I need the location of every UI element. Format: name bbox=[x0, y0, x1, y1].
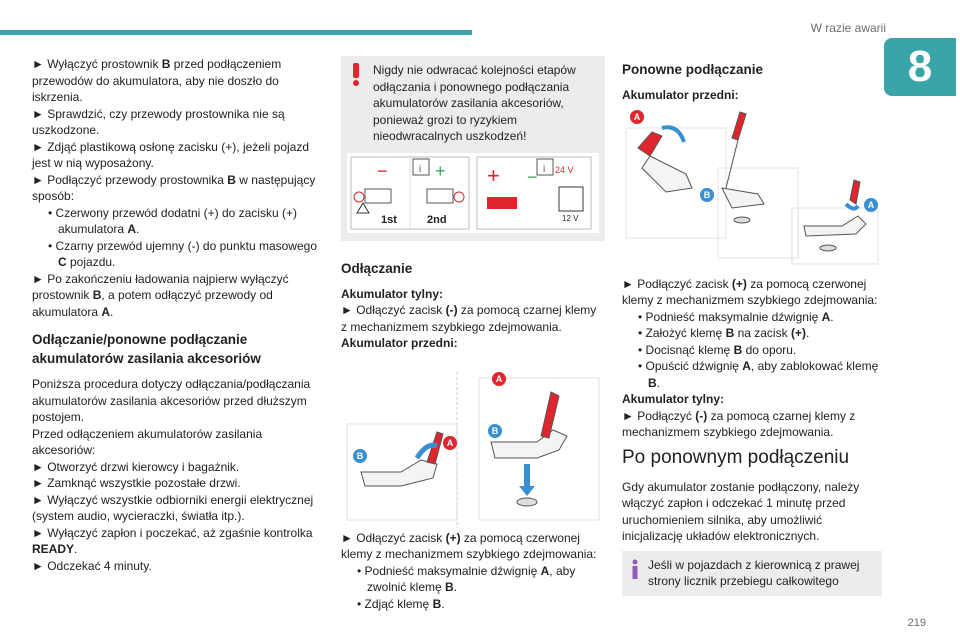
sub-step: • Zdjąć klemę B. bbox=[357, 596, 445, 611]
info-text: Jeśli w pojazdach z kierownicą z prawej strony licznik przebiegu całkowitego bbox=[648, 557, 860, 588]
sub-step: • Czerwony przewód dodatni (+) do zacisku (+) akumulatora A. bbox=[48, 205, 297, 236]
page-number: 219 bbox=[907, 617, 926, 629]
battery-order-illustration bbox=[347, 153, 595, 233]
sub-step: • Opuścić dźwignię A, aby zablokować klemę B. bbox=[638, 359, 879, 390]
label-b: B bbox=[488, 424, 502, 438]
warning-box bbox=[341, 56, 605, 241]
svg-text:12 V: 12 V bbox=[562, 213, 579, 223]
step-text: ► Odczekać 4 minuty. bbox=[32, 558, 152, 573]
section-title: Odłączanie/ponowne podłączanie akumulatorów zasilania akcesoriów bbox=[32, 332, 261, 366]
label-b: B bbox=[353, 449, 367, 463]
step-text: ► Otworzyć drzwi kierowcy i bagażnik. bbox=[32, 459, 240, 474]
header-bar bbox=[0, 30, 472, 35]
step-text: ► Zdjąć plastikową osłonę zacisku (+), jeżeli pojazd jest w nią wyposażony. bbox=[32, 139, 310, 170]
clamp-illustration bbox=[622, 108, 882, 266]
svg-text:2nd: 2nd bbox=[427, 213, 447, 226]
column-middle bbox=[341, 56, 605, 612]
sub-step: • Podnieść maksymalnie dźwignię A, aby zwolnić klemę B. bbox=[357, 563, 576, 594]
exclamation-icon bbox=[349, 62, 363, 86]
svg-text:−: − bbox=[527, 166, 538, 187]
intro-text: Poniższa procedura dotyczy odłączania/podłączania akumulatorów zasilania akcesoriów przed dłuższym postojem. bbox=[32, 377, 311, 424]
info-box bbox=[622, 551, 882, 596]
svg-text:1st: 1st bbox=[381, 213, 397, 226]
svg-text:24 V: 24 V bbox=[555, 164, 574, 175]
subsection-title: Akumulator tylny: bbox=[341, 286, 444, 301]
clamp-illustration bbox=[341, 352, 605, 530]
intro-text: Przed odłączeniem akumulatorów zasilania akcesoriów: bbox=[32, 426, 263, 457]
step-text: ► Po zakończeniu ładowania najpierw wyłączyć prostownik B, a potem odłączyć przewody od akumulatora A. bbox=[32, 271, 289, 319]
label-a: A bbox=[630, 110, 644, 124]
sub-step: • Założyć klemę B na zacisk (+). bbox=[638, 326, 810, 340]
svg-text:−: − bbox=[377, 160, 388, 181]
subsection-title: Akumulator przedni: bbox=[622, 88, 739, 102]
sub-step: • Czarny przewód ujemny (-) do punktu masowego C pojazdu. bbox=[48, 238, 317, 269]
step-text: ► Podłączyć (-) za pomocą czarnej klemy z mechanizmem szybkiego zdejmowania. bbox=[622, 408, 856, 439]
subsection-title: Akumulator tylny: bbox=[622, 392, 725, 406]
label-a: A bbox=[492, 372, 506, 386]
section-title: Odłączanie bbox=[341, 260, 413, 276]
info-icon bbox=[630, 559, 640, 579]
label-a: A bbox=[443, 436, 457, 450]
warning-text: Nigdy nie odwracać kolejności etapów odłączania i ponownego podłączania akumulatorów zasilania akcesoriów, ponieważ grozi to ryzykiem nieodwracalnych uszkodzeń! bbox=[373, 63, 576, 143]
svg-text:+: + bbox=[435, 160, 446, 181]
column-right bbox=[622, 56, 882, 596]
step-text: ► Wyłączyć wszystkie odbiorniki energii elektrycznej (system audio, wycieraczki, światła itp.). bbox=[32, 492, 314, 523]
clamp-reconnect-drawing bbox=[622, 108, 882, 266]
svg-text:i: i bbox=[419, 163, 422, 175]
section-title-large: Po ponownym podłączeniu bbox=[622, 446, 850, 468]
clamp-removal-drawing bbox=[341, 352, 605, 530]
svg-text:i: i bbox=[543, 163, 546, 175]
step-text: ► Zamknąć wszystkie pozostałe drzwi. bbox=[32, 476, 241, 490]
step-text: ► Podłączyć przewody prostownika B w następujący sposób: bbox=[32, 172, 316, 203]
label-a: A bbox=[864, 198, 878, 212]
step-text: ► Sprawdzić, czy przewody prostownika nie są uszkodzone. bbox=[32, 106, 285, 137]
chapter-tab: 8 bbox=[884, 38, 956, 96]
warning-illustration bbox=[347, 153, 599, 233]
svg-text:+: + bbox=[487, 162, 500, 188]
step-text: ► Wyłączyć zapłon i poczekać, aż zgaśnie kontrolka READY. bbox=[32, 525, 313, 556]
sub-step: • Podnieść maksymalnie dźwignię A. bbox=[638, 309, 834, 324]
subsection-title: Akumulator przedni: bbox=[341, 336, 458, 350]
label-b: B bbox=[700, 188, 714, 202]
step-text: ► Odłączyć zacisk (+) za pomocą czerwonej klemy z mechanizmem szybkiego zdejmowania: bbox=[341, 530, 597, 561]
section-header-title: W razie awarii bbox=[810, 21, 886, 35]
column-left bbox=[32, 56, 324, 574]
step-text: ► Odłączyć zacisk (-) za pomocą czarnej klemy z mechanizmem szybkiego zdejmowania. bbox=[341, 303, 597, 334]
step-text: ► Podłączyć zacisk (+) za pomocą czerwonej klemy z mechanizmem szybkiego zdejmowania: bbox=[622, 276, 878, 307]
step-text: ► Wyłączyć prostownik B przed podłączeniem przewodów do akumulatora, aby nie doszło do iskrzenia. bbox=[32, 57, 282, 104]
section-title: Ponowne podłączanie bbox=[622, 62, 764, 77]
body-text: Gdy akumulator zostanie podłączony, należy włączyć zapłon i odczekać 1 minutę przed uruchomieniem silnika, aby umożliwić inicjalizację układów elektronicznych. bbox=[622, 479, 860, 543]
sub-step: • Docisnąć klemę B do oporu. bbox=[638, 342, 797, 357]
